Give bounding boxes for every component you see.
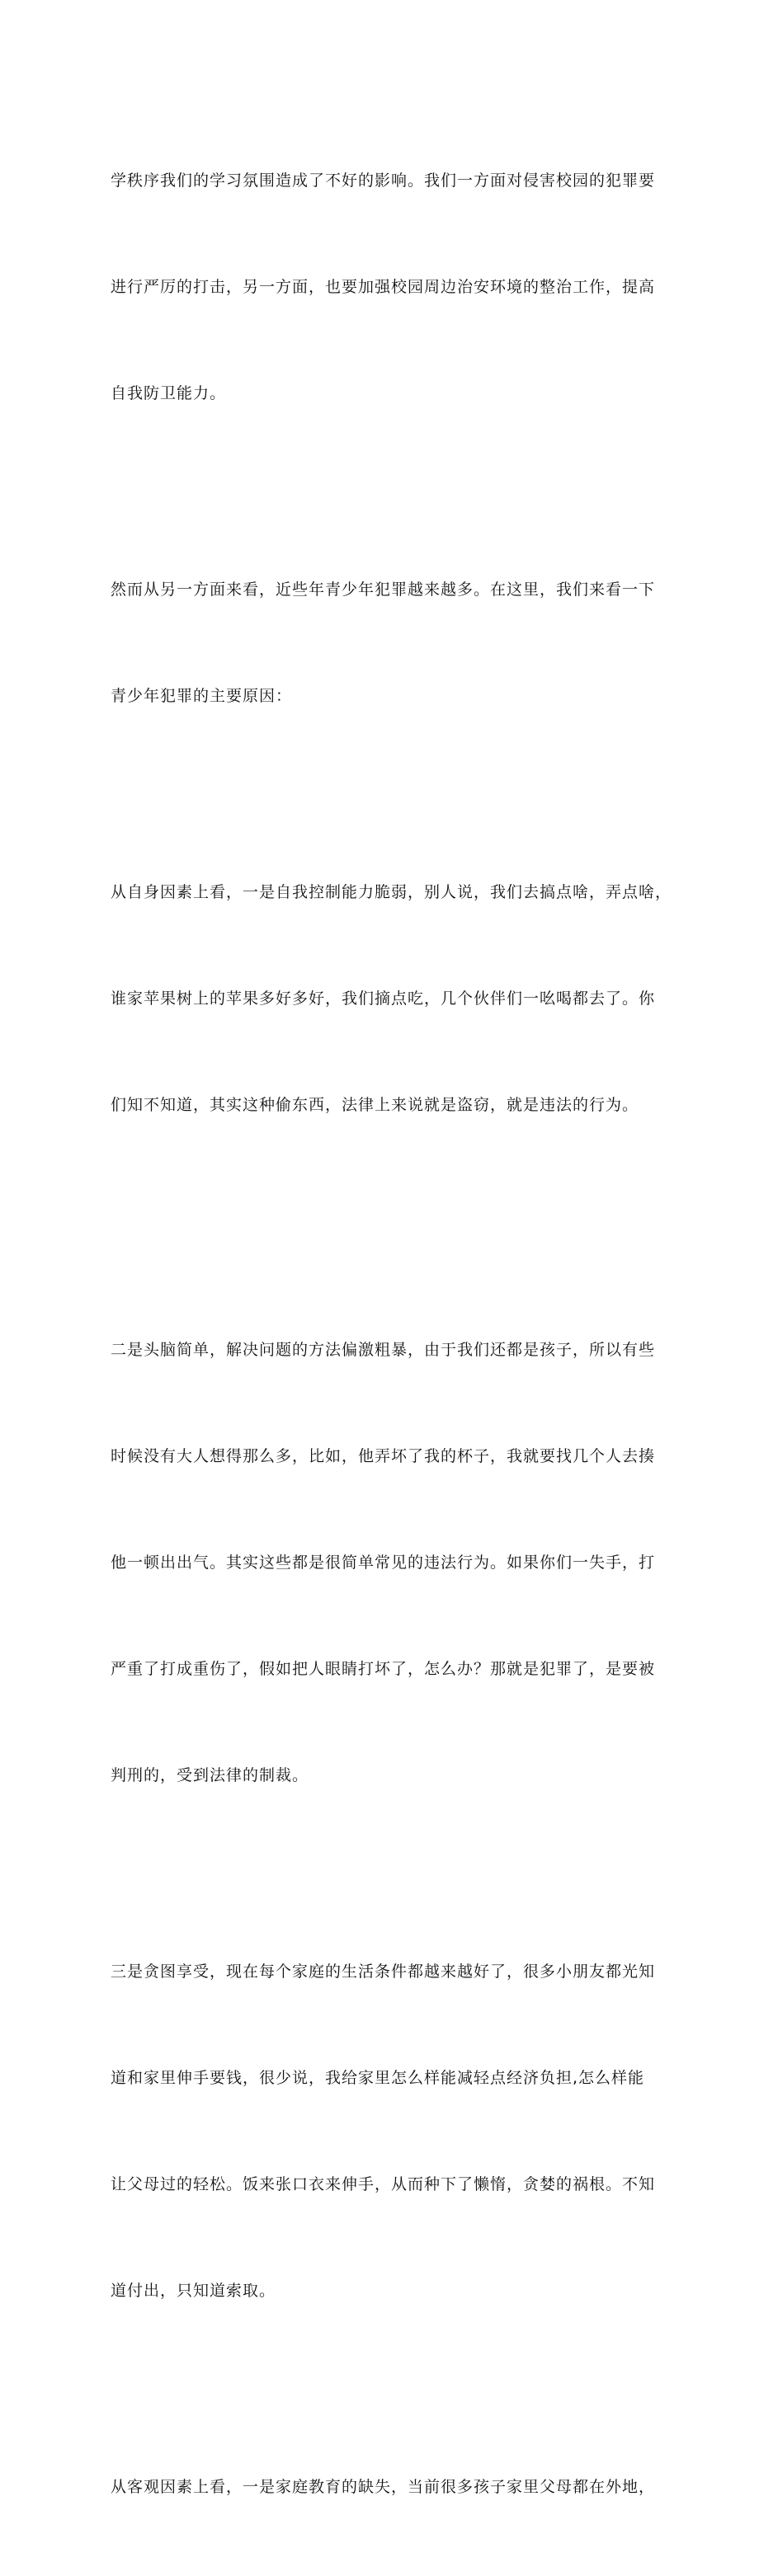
paragraph-self-control — [111, 804, 672, 1194]
text-line: 他一顿出出气。其实这些都是很简单常见的违法行为。如果你们一失手，打 — [111, 1554, 656, 1572]
text-line: 道和家里伸手要钱，很少说，我给家里怎么样能减轻点经济负担,怎么样能 — [111, 2069, 645, 2087]
text-line: 从客观因素上看，一是家庭教育的缺失，当前很多孩子家里父母都在外地， — [111, 2478, 656, 2496]
text-line: 严重了打成重伤了，假如把人眼睛打坏了，怎么办？那就是犯罪了，是要被 — [111, 1660, 656, 1678]
text-line: 道付出，只知道索取。 — [111, 2282, 276, 2300]
paragraph-campus-safety — [111, 92, 672, 482]
text-line: 谁家苹果树上的苹果多好多好，我们摘点吃，几个伙伴们一吆喝都去了。你 — [111, 990, 656, 1008]
text-line: 自我防卫能力。 — [111, 384, 227, 402]
text-line: 学秩序我们的学习氛围造成了不好的影响。我们一方面对侵害校园的犯罪要 — [111, 172, 656, 190]
text-line: 青少年犯罪的主要原因： — [111, 687, 293, 705]
text-line: 进行严厉的打击，另一方面，也要加强校园周边治安环境的整治工作，提高 — [111, 278, 656, 296]
text-line: 三是贪图享受，现在每个家庭的生活条件都越来越好了，很多小朋友都光知 — [111, 1963, 656, 1981]
paragraph-objective-factors — [111, 2399, 672, 2576]
paragraph-simple-minded — [111, 1262, 672, 1864]
text-line: 然而从另一方面来看，近些年青少年犯罪越来越多。在这里，我们来看一下 — [111, 581, 656, 599]
text-line: 让父母过的轻松。饭来张口衣来伸手，从而种下了懒惰，贪婪的祸根。不知 — [111, 2175, 656, 2193]
text-line: 判刑的，受到法律的制裁。 — [111, 1766, 309, 1784]
paragraph-youth-crime-intro — [111, 501, 672, 785]
text-line: 们知不知道，其实这种偷东西，法律上来说就是盗窃，就是违法的行为。 — [111, 1096, 639, 1114]
paragraph-pleasure-seeking — [111, 1883, 672, 2380]
text-line: 时候没有大人想得那么多，比如，他弄坏了我的杯子，我就要找几个人去揍 — [111, 1447, 656, 1465]
body-text — [111, 92, 672, 2576]
text-line: 二是头脑简单，解决问题的方法偏激粗暴，由于我们还都是孩子，所以有些 — [111, 1341, 656, 1359]
text-line: 从自身因素上看，一是自我控制能力脆弱，别人说，我们去搞点啥，弄点啥， — [111, 883, 672, 901]
